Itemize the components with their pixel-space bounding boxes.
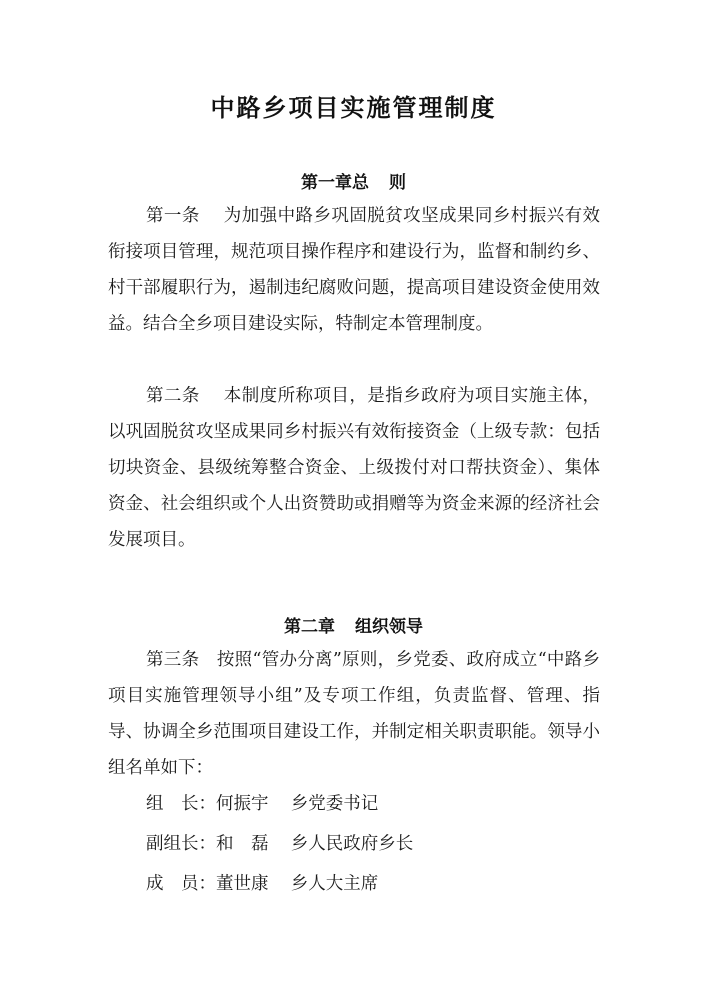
member-position: 乡人民政府乡长 [290,834,414,854]
article-2-paragraph: 第二条 本制度所称项目，是指乡政府为项目实施主体，以巩固脱贫攻坚成果同乡村振兴有效衔接资金（上级专款：包括切块资金、县级统筹整合资金、上级拨付对口帮扶资金）、集体资金、社会组织或个人出资赞助或捐赠等为资金来源的经济社会发展项目。 [108,386,600,550]
member-role: 成 员： [146,874,216,894]
member-position: 乡人大主席 [290,874,379,894]
member-row [146,786,378,822]
member-row [146,866,378,902]
article-1-paragraph: 第一条 为加强中路乡巩固脱贫攻坚成果同乡村振兴有效衔接项目管理，规范项目操作程序和建设行为，监督和制约乡、村干部履职行为，遏制违纪腐败问题，提高项目建设资金使用效益。结合全乡项目建设实际，特制定本管理制度。 [108,206,600,334]
member-role: 副组长： [146,834,216,854]
article-3-paragraph: 第三条 按照“管办分离”原则，乡党委、政府成立“中路乡项目实施管理领导小组”及专项工作组，负责监督、管理、指导、协调全乡范围项目建设工作，并制定相关职责职能。领导小组名单如下： [108,650,600,778]
chapter-2-heading: 第二章 组织领导 [284,617,423,637]
member-name: 董世康 [216,874,269,894]
member-name: 和 磊 [216,834,269,854]
member-position: 乡党委书记 [290,794,379,814]
chapter-1-heading: 第一章总 则 [301,173,406,193]
member-role: 组 长： [146,794,216,814]
member-name: 何振宇 [216,794,269,814]
member-row [146,826,413,862]
document-title: 中路乡项目实施管理制度 [210,94,497,122]
